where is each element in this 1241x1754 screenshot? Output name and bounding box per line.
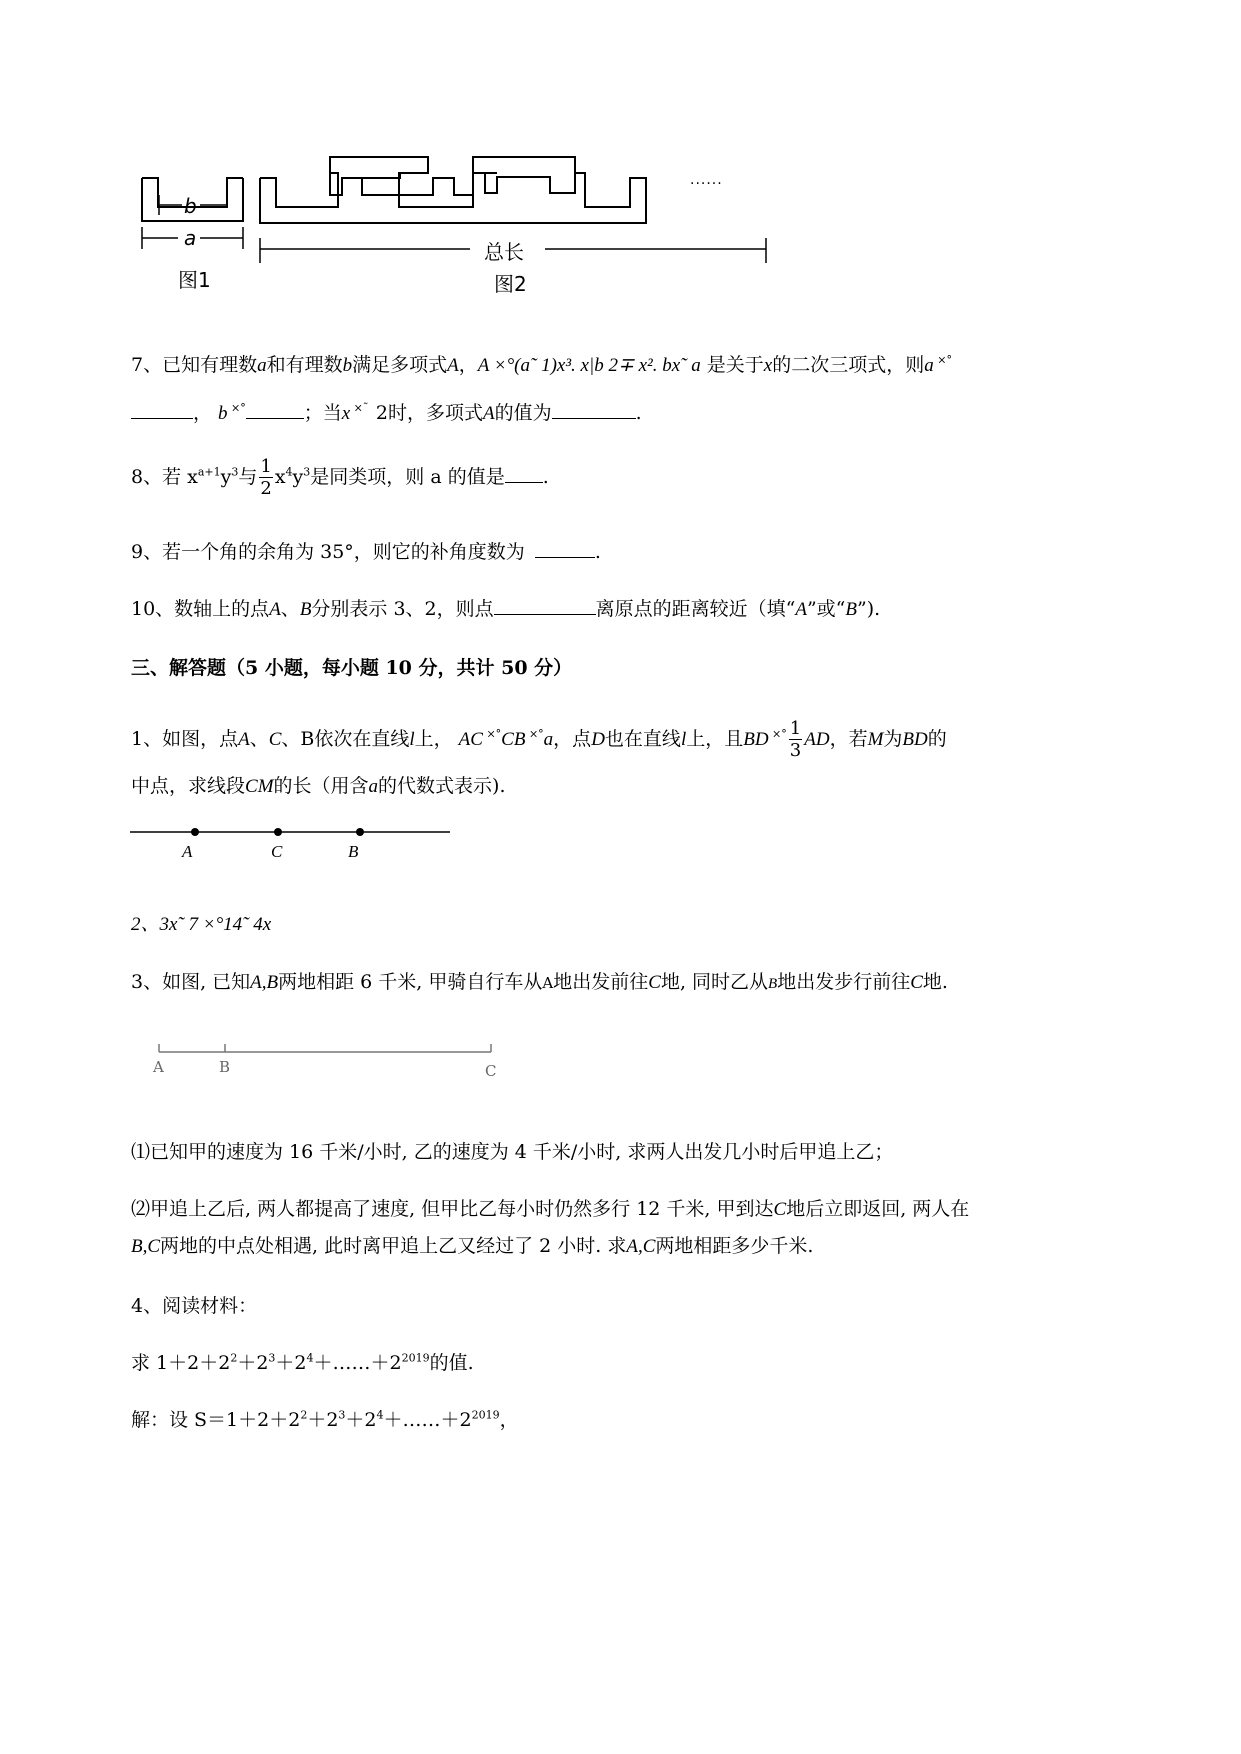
answer-blank[interactable] — [535, 543, 595, 558]
answer-blank[interactable] — [246, 404, 304, 419]
problem-1-line1: 1、如图，点A、C、B依次在直线l上， AC ×°CB ×°a，点D也在直线l上，且BD ×° $\frac{1}{3}$ AD，若M为BD的 — [131, 718, 947, 761]
figure-frames — [130, 145, 810, 305]
label-total-length: 总长 — [484, 240, 524, 264]
answer-blank[interactable] — [494, 600, 596, 615]
problem-3-part-2-line1: ⑵甲追上乙后, 两人都提高了速度, 但甲比乙每小时仍然多行 12 千米, 甲到达C地后立即返回, 两人在 — [131, 1198, 970, 1220]
q7-polynomial-formula: A ×°(a˜ 1)x³. x|b 2∓ x². bx˜ a — [477, 355, 701, 376]
problem-4-line2: 解：设 $S=1+2+2^2+2^3+2^4+\dots\dots+2^{2019}$， — [131, 1408, 519, 1431]
fraction-one-third: $\frac{1}{3}$ — [789, 718, 802, 761]
problem-3-part-2-line2: B,C两地的中点处相遇, 此时离甲追上乙又经过了 2 小时. 求A,C两地相距多少千米. — [131, 1235, 814, 1257]
continuation-dots: ...... — [690, 172, 723, 188]
question-10: 10、数轴上的点A、B分别表示 3、2，则点 离原点的距离较近（填“A”或“B”). — [131, 598, 881, 620]
question-8: 8、若 $x^{a+1}y^3$与 $\frac{1}{2}$ $x^4y^3$是同类项，则 a 的值是 . — [131, 456, 549, 499]
line-l-figure — [130, 820, 460, 870]
label-a: a — [184, 226, 197, 250]
problem-3-part-1: ⑴已知甲的速度为 16 千米/小时, 乙的速度为 4 千米/小时, 求两人出发几小时后甲追上乙； — [131, 1141, 894, 1163]
question-7-line2: ， b ×° ；当x ×˜ 2时，多项式A的值为 . — [131, 398, 642, 425]
answer-blank[interactable] — [131, 404, 193, 419]
segment-ABC-figure — [155, 1040, 500, 1060]
point-C-label: C — [271, 842, 283, 861]
point-B-label: B — [348, 842, 359, 861]
label-b: b — [184, 194, 197, 218]
point-B — [356, 828, 364, 836]
segment-point-C-label: C — [485, 1062, 497, 1080]
question-7-line1: 7、已知有理数a和有理数b满足多项式A，A ×°(a˜ 1)x³. x|b 2∓ x². bx˜ a 是关于x的二次三项式，则a ×° — [131, 353, 952, 376]
fraction-one-half: $\frac{1}{2}$ — [260, 456, 272, 499]
section-3-title: 三、解答题（5 小题，每小题 10 分，共计 50 分） — [131, 657, 573, 679]
point-A — [191, 828, 199, 836]
point-C — [274, 828, 282, 836]
question-9: 9、若一个角的余角为 35°，则它的补角度数为 . — [131, 541, 601, 563]
problem-2: 2、3x˜ 7 ×°14˜ 4x — [131, 914, 272, 935]
answer-blank[interactable] — [552, 404, 636, 419]
problem-4-title: 4、阅读材料： — [131, 1295, 258, 1317]
caption-figure-2: 图2 — [494, 272, 527, 296]
problem-3: 3、如图, 已知A,B两地相距 6 千米, 甲骑自行车从A地出发前往C地, 同时乙从B地出发步行前往C地. — [131, 971, 948, 993]
point-A-label: A — [182, 842, 193, 861]
problem-1-line2: 中点，求线段CM的长（用含a的代数式表示). — [131, 775, 506, 797]
caption-figure-1: 图1 — [178, 268, 211, 292]
segment-point-B-label: B — [219, 1058, 231, 1076]
segment-point-A-label: A — [153, 1058, 164, 1076]
problem-4-line1: 求 $1+2+2^2+2^3+2^4+\dots\dots+2^{2019}$的值. — [131, 1351, 474, 1374]
answer-blank[interactable] — [505, 468, 543, 483]
